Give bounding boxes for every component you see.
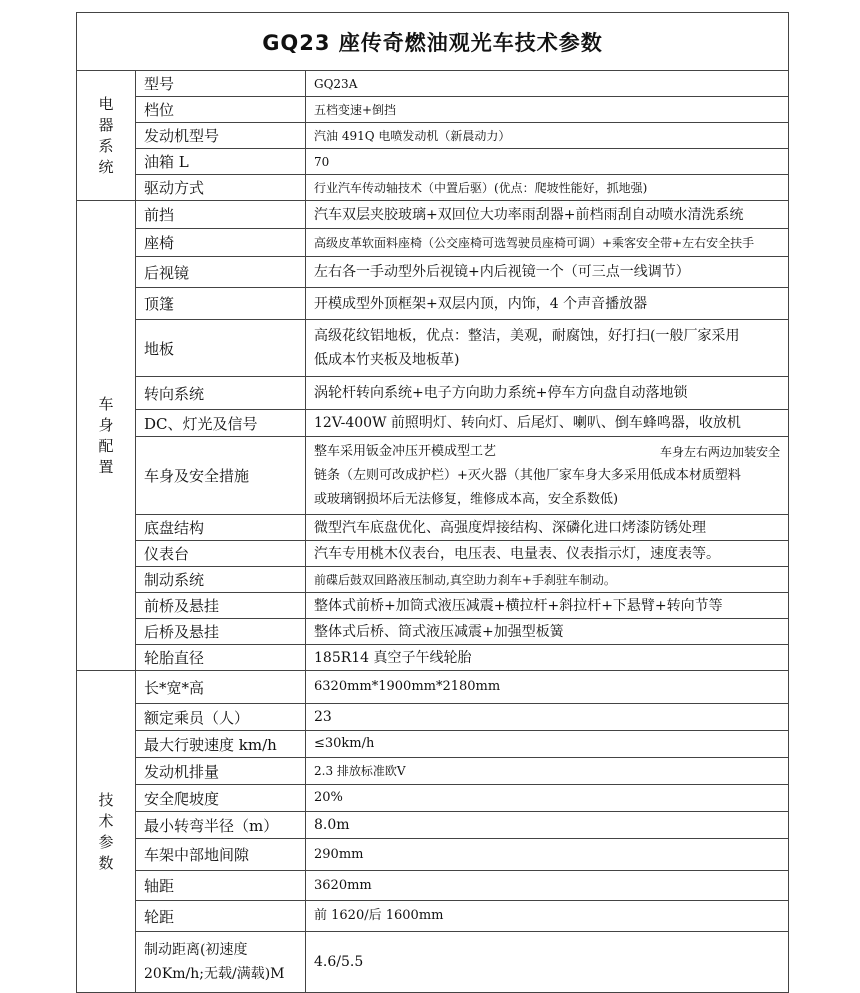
row-value: 涡轮杆转向系统+电子方向助力系统+停车方向盘自动落地锁 (306, 377, 789, 410)
row-label: 最大行驶速度 km/h (136, 731, 306, 758)
table-row (77, 704, 789, 731)
table-row (77, 932, 789, 993)
row-value: 开模成型外顶框架+双层内顶，内饰，4 个声音播放器 (306, 288, 789, 320)
row-value: 12V-400W 前照明灯、转向灯、后尾灯、喇叭、倒车蜂鸣器，收放机 (306, 410, 789, 437)
row-value: 3620mm (306, 871, 789, 901)
row-label: 后视镜 (136, 257, 306, 288)
row-label: 底盘结构 (136, 515, 306, 541)
table-row (77, 901, 789, 932)
row-label: 油箱 L (136, 149, 306, 175)
category-electrical: 电器系统 (77, 71, 136, 201)
table-row (77, 645, 789, 671)
table-row (77, 377, 789, 410)
row-label: 车架中部地间隙 (136, 839, 306, 871)
row-value-note: 车身左右两边加装安全 (660, 444, 781, 459)
table-row (77, 149, 789, 175)
table-row (77, 410, 789, 437)
table-row (77, 671, 789, 704)
row-label: 发动机型号 (136, 123, 306, 149)
table-row (77, 839, 789, 871)
table-row (77, 541, 789, 567)
row-label-line: 制动距离(初速度 (144, 942, 248, 958)
table-row (77, 515, 789, 541)
row-label-line: 20Km/h;无载/满载)M (144, 966, 285, 982)
row-label: 顶篷 (136, 288, 306, 320)
page-title: GQ23 座传奇燃油观光车技术参数 (77, 13, 789, 71)
table-row (77, 229, 789, 257)
row-value: 前 1620/后 1600mm (306, 901, 789, 932)
row-value: 23 (306, 704, 789, 731)
row-value: 汽车专用桃木仪表台，电压表、电量表、仪表指示灯，速度表等。 (306, 541, 789, 567)
row-value: 8.0m (306, 812, 789, 839)
row-label: 后桥及悬挂 (136, 619, 306, 645)
table-row (77, 201, 789, 229)
row-value: 微型汽车底盘优化、高强度焊接结构、深磷化进口烤漆防锈处理 (306, 515, 789, 541)
table-row (77, 871, 789, 901)
row-label: 安全爬坡度 (136, 785, 306, 812)
table-row (77, 288, 789, 320)
table-row (77, 97, 789, 123)
row-value: 整体式前桥+加筒式液压减震+横拉杆+斜拉杆+下悬臂+转向节等 (306, 593, 789, 619)
row-value (306, 320, 789, 377)
row-label: 额定乘员（人） (136, 704, 306, 731)
row-label: 轮距 (136, 901, 306, 932)
row-value: 4.6/5.5 (306, 932, 789, 993)
row-value (306, 437, 789, 515)
row-label: 型号 (136, 71, 306, 97)
table-row (77, 123, 789, 149)
row-value-line: 或玻璃钢损坏后无法修复，维修成本高，安全系数低) (314, 491, 619, 507)
spec-table (76, 12, 789, 993)
row-label: 仪表台 (136, 541, 306, 567)
row-value: 6320mm*1900mm*2180mm (306, 671, 789, 704)
row-label (136, 932, 306, 993)
row-label: 驱动方式 (136, 175, 306, 201)
table-row (77, 567, 789, 593)
table-row (77, 71, 789, 97)
row-value: 左右各一手动型外后视镜+内后视镜一个（可三点一线调节） (306, 257, 789, 288)
table-row (77, 320, 789, 377)
row-label: 最小转弯半径（m） (136, 812, 306, 839)
row-label: 档位 (136, 97, 306, 123)
row-value: 290mm (306, 839, 789, 871)
row-label: 发动机排量 (136, 758, 306, 785)
row-value: 20% (306, 785, 789, 812)
row-value: ≤30km/h (306, 731, 789, 758)
row-value-line: 高级花纹铝地板，优点：整洁，美观，耐腐蚀，好打扫(一般厂家采用 (314, 328, 740, 344)
row-label: 制动系统 (136, 567, 306, 593)
row-value-line: 链条（左则可改成护栏）+灭火器（其他厂家车身大多采用低成本材质塑料 (314, 467, 741, 483)
table-row (77, 731, 789, 758)
row-value: GQ23A (306, 71, 789, 97)
table-row (77, 619, 789, 645)
row-label: 长*宽*高 (136, 671, 306, 704)
table-row (77, 758, 789, 785)
table-row (77, 437, 789, 515)
row-value-line: 整车采用钣金冲压开模成型工艺 车身左右两边加装安全 (314, 440, 780, 464)
row-value: 高级皮革软面料座椅（公交座椅可选驾驶员座椅可调）+乘客安全带+左右安全扶手 (306, 229, 789, 257)
table-row (77, 812, 789, 839)
table-row (77, 257, 789, 288)
table-row (77, 785, 789, 812)
row-label: 轮胎直径 (136, 645, 306, 671)
row-label: 地板 (136, 320, 306, 377)
row-value: 2.3 排放标准欧Ⅴ (306, 758, 789, 785)
row-label: 车身及安全措施 (136, 437, 306, 515)
row-value: 前碟后鼓双回路液压制动,真空助力刹车+手刹驻车制动。 (306, 567, 789, 593)
table-row (77, 593, 789, 619)
title-row (77, 13, 789, 71)
row-value: 汽油 491Q 电喷发动机（新晨动力） (306, 123, 789, 149)
table-row (77, 175, 789, 201)
row-value: 行业汽车传动轴技术（中置后驱）(优点：爬坡性能好，抓地强) (306, 175, 789, 201)
row-value-line: 低成本竹夹板及地板革) (314, 352, 460, 368)
category-body: 车身配置 (77, 201, 136, 671)
row-label: 前挡 (136, 201, 306, 229)
row-value: 70 (306, 149, 789, 175)
row-value: 整体式后桥、筒式液压减震+加强型板簧 (306, 619, 789, 645)
row-value: 185R14 真空子午线轮胎 (306, 645, 789, 671)
row-label: 前桥及悬挂 (136, 593, 306, 619)
row-label: 轴距 (136, 871, 306, 901)
category-technical: 技术参数 (77, 671, 136, 993)
row-value: 五档变速+倒挡 (306, 97, 789, 123)
row-label: 座椅 (136, 229, 306, 257)
row-label: 转向系统 (136, 377, 306, 410)
row-label: DC、灯光及信号 (136, 410, 306, 437)
row-value: 汽车双层夹胶玻璃+双回位大功率雨刮器+前档雨刮自动喷水清洗系统 (306, 201, 789, 229)
